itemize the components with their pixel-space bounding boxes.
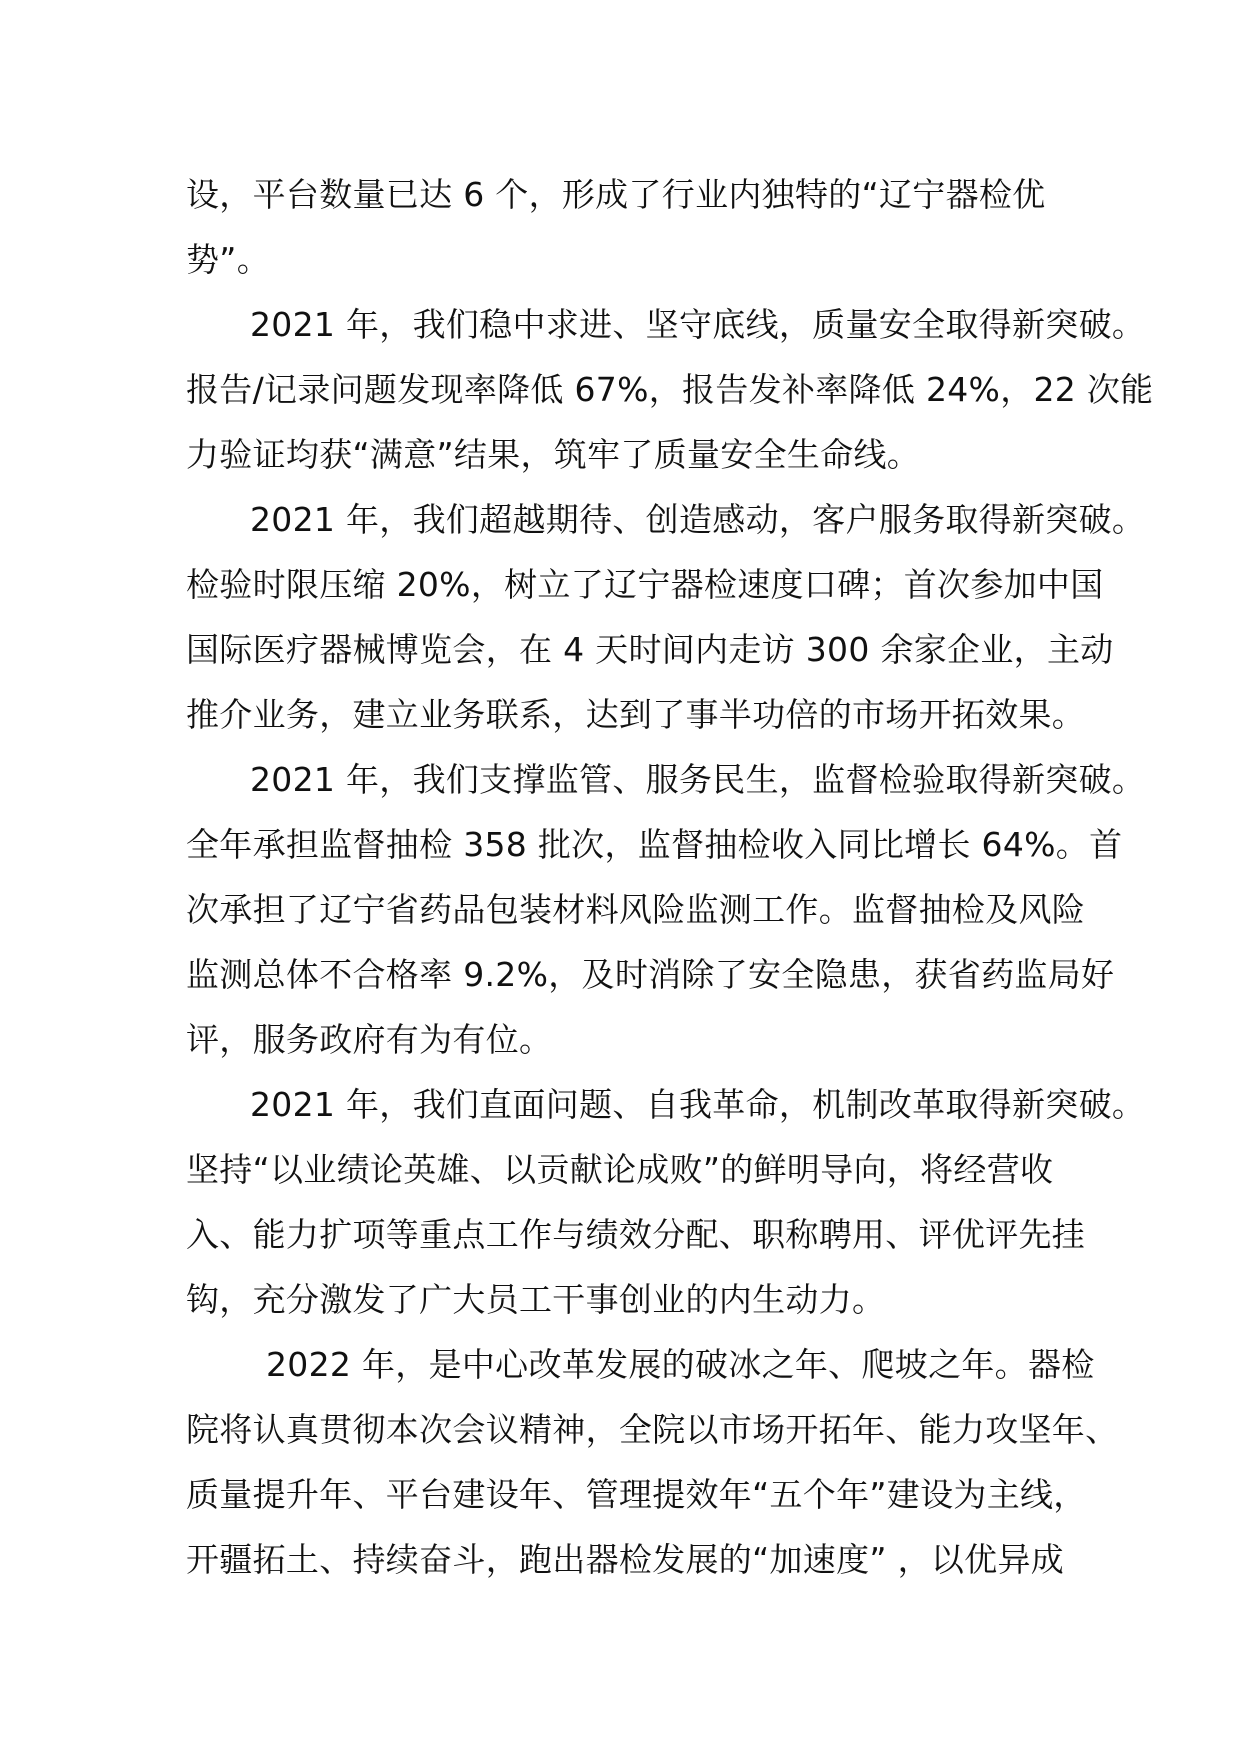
paragraph-first-line: 2021 年，我们超越期待、创造感动，客户服务取得新突破。	[250, 500, 1146, 539]
text-line: 坚持“以业绩论英雄、以贡献论成败”的鲜明导向，将经营收	[186, 1150, 1054, 1189]
text-line: 次承担了辽宁省药品包装材料风险监测工作。监督抽检及风险	[186, 890, 1086, 929]
text-line: 评，服务政府有为有位。	[186, 1020, 553, 1059]
text-line: 国际医疗器械博览会，在 4 天时间内走访 300 余家企业，主动	[186, 630, 1114, 669]
paragraph-first-line: 2021 年，我们支撑监管、服务民生，监督检验取得新突破。	[250, 760, 1146, 799]
text-line: 院将认真贯彻本次会议精神，全院以市场开拓年、能力攻坚年、	[186, 1410, 1119, 1449]
paragraph-first-line: 2022 年，是中心改革发展的破冰之年、爬坡之年。器检	[266, 1345, 1095, 1384]
document-body	[186, 162, 1154, 1592]
paragraph-first-line: 2021 年，我们直面问题、自我革命，机制改革取得新突破。	[250, 1085, 1146, 1124]
text-line: 开疆拓土、持续奋斗，跑出器检发展的“加速度” ，以优异成	[186, 1540, 1065, 1579]
text-line: 势”。	[186, 240, 270, 279]
text-line: 质量提升年、平台建设年、管理提效年“五个年”建设为主线，	[186, 1475, 1087, 1514]
text-line: 监测总体不合格率 9.2%，及时消除了安全隐患，获省药监局好	[186, 955, 1115, 994]
text-line: 入、能力扩项等重点工作与绩效分配、职称聘用、评优评先挂	[186, 1215, 1086, 1254]
text-line: 钩，充分激发了广大员工干事创业的内生动力。	[186, 1280, 886, 1319]
text-line: 检验时限压缩 20%，树立了辽宁器检速度口碑；首次参加中国	[186, 565, 1104, 604]
text-line: 全年承担监督抽检 358 批次，监督抽检收入同比增长 64%。首	[186, 825, 1123, 864]
text-line: 推介业务，建立业务联系，达到了事半功倍的市场开拓效果。	[186, 695, 1086, 734]
text-line: 设，平台数量已达 6 个，形成了行业内独特的“辽宁器检优	[186, 175, 1046, 214]
text-line: 力验证均获“满意”结果，筑牢了质量安全生命线。	[186, 435, 921, 474]
text-line: 报告/记录问题发现率降低 67%，报告发补率降低 24%，22 次能	[186, 370, 1154, 409]
paragraph-first-line: 2021 年，我们稳中求进、坚守底线，质量安全取得新突破。	[250, 305, 1146, 344]
